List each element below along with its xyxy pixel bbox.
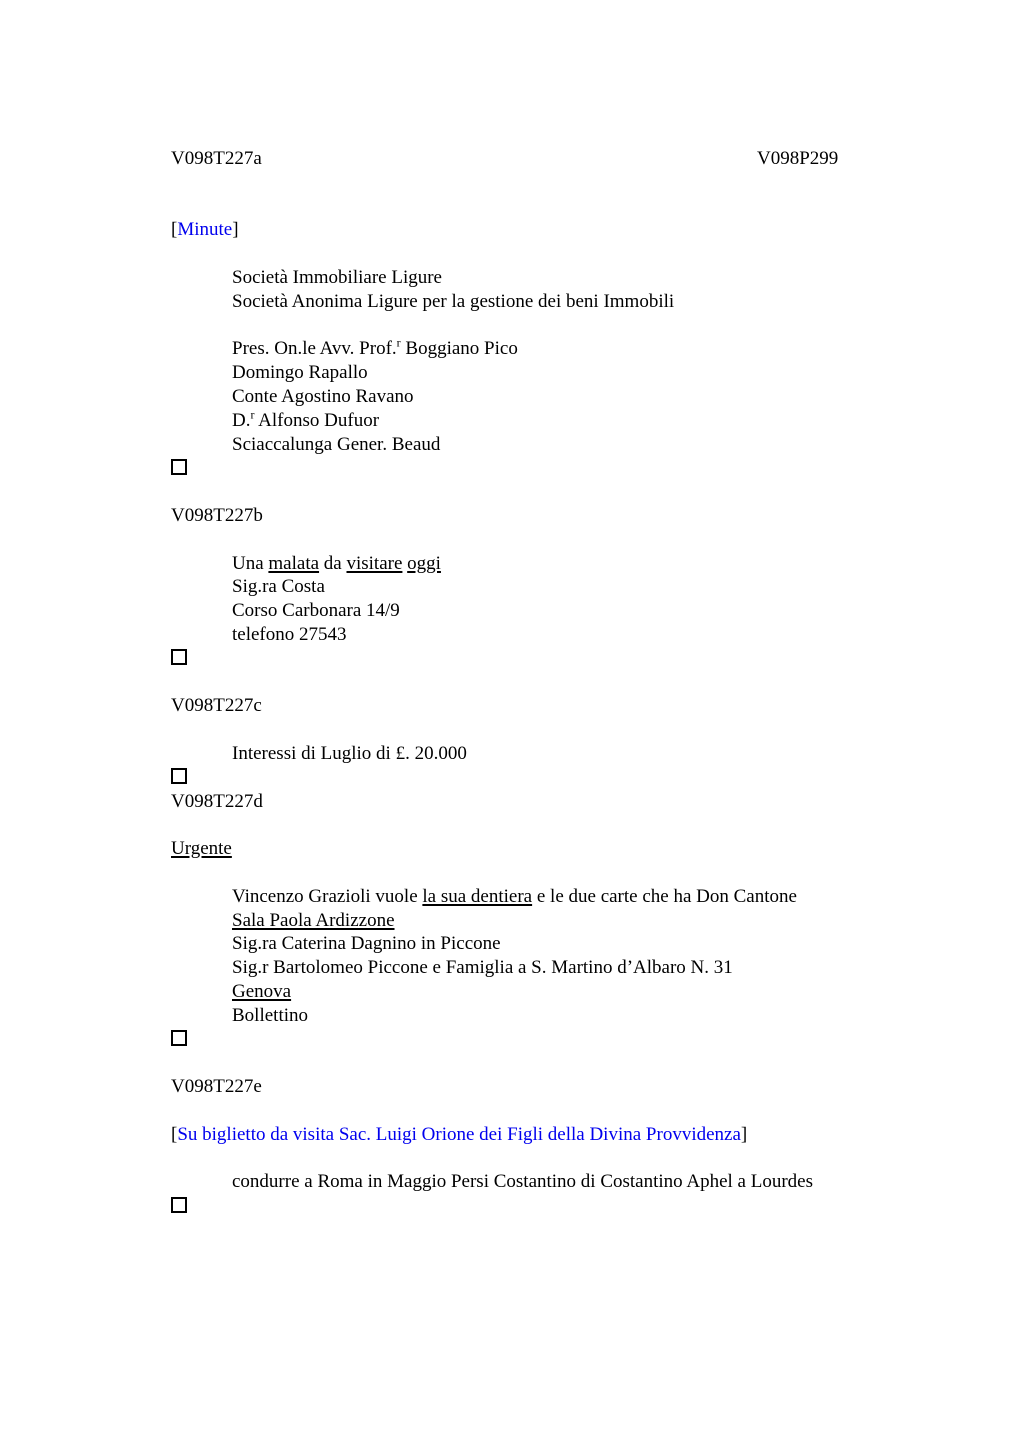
blank-line bbox=[171, 195, 1024, 219]
request-grazioli: Vincenzo Grazioli vuole la sua dentiera e le due carte che ha Don Cantone bbox=[232, 885, 797, 907]
contact-phone: telefono 27543 bbox=[232, 623, 347, 645]
person-agostino-ravano: Conte Agostino Ravano bbox=[232, 385, 414, 407]
empty-square-icon bbox=[171, 459, 187, 475]
box-line bbox=[171, 456, 1024, 480]
doc-anchor-e: V098T227e bbox=[171, 1076, 262, 1098]
blank-line bbox=[171, 1051, 1024, 1075]
empty-square-icon bbox=[171, 649, 187, 665]
blank-line bbox=[171, 528, 1024, 552]
blank-line bbox=[171, 480, 1024, 504]
editorial-note-biglietto bbox=[171, 1123, 1024, 1147]
interessi-line: Interessi di Luglio di £. 20.000 bbox=[232, 742, 467, 764]
close-bracket: ] bbox=[740, 1123, 748, 1145]
name-caterina-dagnino: Sig.ra Caterina Dagnino in Piccone bbox=[232, 933, 501, 955]
empty-square-icon bbox=[171, 1030, 187, 1046]
blank-line bbox=[171, 861, 1024, 885]
box-line bbox=[171, 766, 1024, 790]
blank-line bbox=[171, 671, 1024, 695]
header-line bbox=[171, 147, 1024, 171]
open-bracket: [ bbox=[171, 1123, 178, 1145]
empty-square-icon bbox=[171, 768, 187, 784]
editorial-note-minute bbox=[171, 218, 1024, 242]
doc-anchor-b: V098T227b bbox=[171, 504, 263, 526]
blank-line bbox=[171, 242, 1024, 266]
bollettino-note: Bollettino bbox=[232, 1004, 308, 1026]
box-line bbox=[171, 1027, 1024, 1051]
minute-label: Minute bbox=[177, 219, 233, 241]
superscript-r: r bbox=[250, 407, 255, 422]
open-bracket: [ bbox=[171, 219, 178, 241]
person-sciaccalunga: Sciaccalunga Gener. Beaud bbox=[232, 433, 441, 455]
city-genova: Genova bbox=[232, 980, 292, 1002]
blank-line bbox=[171, 813, 1024, 837]
box-line bbox=[171, 1194, 1024, 1218]
doc-anchor-a: V098T227a bbox=[171, 148, 262, 169]
superscript-r: r bbox=[396, 336, 401, 351]
blank-line bbox=[171, 1099, 1024, 1123]
biglietto-note: Su biglietto da visita Sac. Luigi Orione dei Figli della Divina Provvidenza bbox=[177, 1123, 741, 1145]
urgente-heading: Urgente bbox=[171, 838, 232, 860]
blank-line bbox=[171, 718, 1024, 742]
contact-name: Sig.ra Costa bbox=[232, 576, 325, 598]
close-bracket: ] bbox=[232, 219, 239, 241]
org-line-2: Società Anonima Ligure per la gestione dei beni Immobili bbox=[232, 290, 675, 312]
person-boggiano-pico: Pres. On.le Avv. Prof.$^r$ Boggiano Pico bbox=[232, 336, 518, 360]
org-line-1: Società Immobiliare Ligure bbox=[232, 266, 442, 288]
doc-anchor-d: V098T227d bbox=[171, 790, 263, 812]
blank-line bbox=[171, 314, 1024, 338]
page-ref: V098P299 bbox=[757, 148, 839, 169]
blank-line bbox=[171, 171, 1024, 195]
contact-address: Corso Carbonara 14/9 bbox=[232, 600, 400, 622]
person-alfonso-dufuor: D.$^r$ Alfonso Dufuor bbox=[232, 407, 380, 431]
person-domingo-rapallo: Domingo Rapallo bbox=[232, 362, 368, 384]
blank-line bbox=[171, 1146, 1024, 1170]
empty-square-icon bbox=[171, 1197, 187, 1213]
doc-anchor-c: V098T227c bbox=[171, 695, 262, 717]
name-sala-paola-ardizzone: Sala Paola Ardizzone bbox=[232, 909, 395, 931]
box-line bbox=[171, 647, 1024, 671]
condurre-line: condurre a Roma in Maggio Persi Costantino di Costantino Aphel a Lourdes bbox=[232, 1171, 814, 1193]
name-bartolomeo-piccone: Sig.r Bartolomeo Piccone e Famiglia a S. Martino d’Albaro N. 31 bbox=[232, 957, 733, 979]
subject-una-malata: Una malata da visitare oggi bbox=[232, 552, 441, 574]
